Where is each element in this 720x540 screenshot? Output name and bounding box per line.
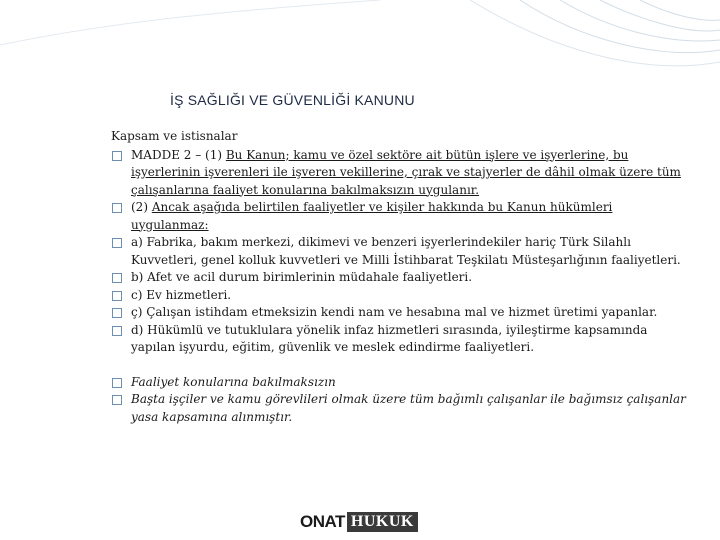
item-prefix: MADDE 2 – (1)	[131, 147, 226, 162]
note-text: Faaliyet konularına bakılmaksızın	[131, 374, 336, 389]
square-bullet-icon	[112, 326, 122, 336]
decorative-curves	[0, 0, 720, 80]
spacer	[111, 357, 691, 374]
note-text: Başta işçiler ve kamu görevlileri olmak üzere tüm bağımlı çalışanlar ile bağımsız çalışanlar yasa kapsamına alınmıştır.	[131, 392, 686, 424]
item-underlined-text: Ancak aşağıda belirtilen faaliyetler ve kişiler hakkında bu Kanun hükümleri uygulanmaz:	[131, 200, 613, 232]
square-bullet-icon	[112, 308, 122, 318]
square-bullet-icon	[112, 291, 122, 301]
square-bullet-icon	[112, 273, 122, 283]
list-item	[111, 147, 691, 200]
square-bullet-icon	[112, 378, 122, 388]
list-item	[111, 304, 691, 322]
list-item	[111, 199, 691, 234]
item-text: ç) Çalışan istihdam etmeksizin kendi nam ve hesabına mal ve hizmet üretimi yapanlar.	[131, 305, 658, 319]
logo-part-hukuk: HUKUK	[347, 512, 418, 532]
list-item	[111, 322, 691, 357]
logo-part-onat: ONAT	[300, 512, 345, 531]
list-item	[111, 269, 691, 287]
square-bullet-icon	[112, 151, 122, 161]
square-bullet-icon	[112, 203, 122, 213]
list-item	[111, 234, 691, 269]
square-bullet-icon	[112, 395, 122, 405]
main-content	[111, 128, 691, 426]
item-text: b) Afet ve acil durum birimlerinin müdahale faaliyetleri.	[131, 270, 473, 284]
note-item	[111, 374, 691, 392]
item-prefix: (2)	[131, 200, 152, 214]
list-item	[111, 287, 691, 305]
page-title: İŞ SAĞLIĞI VE GÜVENLİĞİ KANUNU	[170, 92, 415, 108]
item-text: c) Ev hizmetleri.	[131, 287, 232, 302]
item-text: a) Fabrika, bakım merkezi, dikimevi ve benzeri işyerlerindekiler hariç Türk Silahlı Kuvvetleri, genel kolluk kuvvetleri ve Milli İstihbarat Teşkilatı Müsteşarlığının faaliyetleri.	[131, 235, 681, 267]
item-text: d) Hükümlü ve tutuklulara yönelik infaz hizmetleri sırasında, iyileştirme kapsamında yapılan işyurdu, eğitim, güvenlik ve meslek edindirme faaliyetleri.	[131, 322, 648, 354]
square-bullet-icon	[112, 238, 122, 248]
note-item	[111, 391, 691, 426]
item-underlined-text: Bu Kanun; kamu ve özel sektöre ait bütün işlere ve işyerlerine, bu işyerlerinin işverenleri ile işveren vekillerine, çırak ve stajyerler de dâhil olmak üzere tüm çalışanlarına faaliyet konularına bakılmaksızın uygulanır.	[131, 147, 681, 197]
onat-hukuk-logo	[300, 512, 418, 532]
section-heading: Kapsam ve istisnalar	[111, 129, 238, 143]
